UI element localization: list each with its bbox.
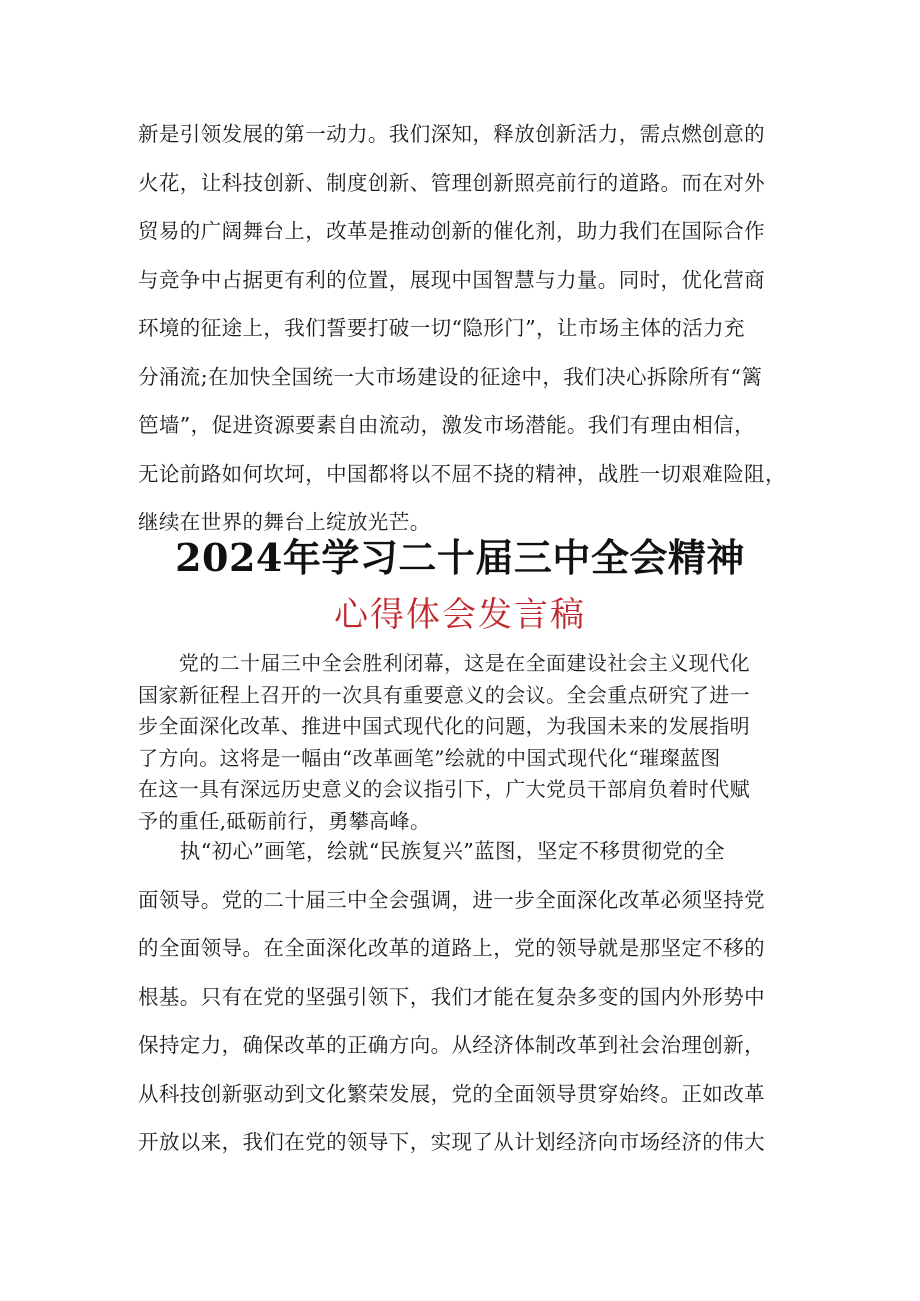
document-subtitle: 心得体会发言稿 bbox=[334, 595, 586, 635]
text-line: 火花，让科技创新、制度创新、管理创新照亮前行的道路。而在对外 bbox=[138, 170, 765, 195]
paragraph-body bbox=[138, 827, 788, 1167]
text-line: 面领导。党的二十届三中全会强调，进一步全面深化改革必须坚持党 bbox=[138, 887, 765, 912]
text-line: 分涌流;在加快全国统一大市场建设的征途中，我们决心拆除所有“篱 bbox=[138, 364, 763, 389]
text-line: 无论前路如何坎坷，中国都将以不屈不挠的精神，战胜一切艰难险阻， bbox=[138, 461, 786, 486]
text-line: 根基。只有在党的坚强引领下，我们才能在复杂多变的国内外形势中 bbox=[138, 984, 765, 1009]
text-line: 环境的征途上，我们誓要打破一切“隐形门”，让市场主体的活力充 bbox=[138, 316, 745, 340]
text-line: 新是引领发展的第一动力。我们深知，释放创新活力，需点燃创意的 bbox=[138, 122, 765, 146]
text-line: 予的重任,砥砺前行，勇攀高峰。 bbox=[138, 808, 431, 833]
text-line: 党的二十届三中全会胜利闭幕，这是在全面建设社会主义现代化 bbox=[138, 651, 750, 675]
paragraph-top bbox=[138, 110, 788, 547]
text-line: 国家新征程上召开的一次具有重要意义的会议。全会重点研究了进一 bbox=[138, 682, 750, 707]
text-line: 与竞争中占据更有利的位置，展现中国智慧与力量。同时，优化营商 bbox=[138, 267, 765, 292]
text-line: 笆墙”，促进资源要素自由流动，激发市场潜能。我们有理由相信， bbox=[138, 413, 755, 437]
text-line: 在这一具有深远历史意义的会议指引下，广大党员干部肩负着时代赋 bbox=[138, 777, 750, 801]
text-line: 继续在世界的舞台上绽放光芒。 bbox=[138, 510, 431, 534]
text-line: 执“初心”画笔，绘就“民族复兴”蓝图，坚定不移贯彻党的全 bbox=[138, 839, 725, 863]
text-line: 开放以来，我们在党的领导下，实现了从计划经济向市场经济的伟大 bbox=[138, 1130, 765, 1154]
text-line: 保持定力，确保改革的正确方向。从经济体制改革到社会治理创新， bbox=[138, 1033, 765, 1057]
text-line: 了方向。这将是一幅由“改革画笔”绘就的中国式现代化“璀璨蓝图 bbox=[138, 745, 721, 770]
text-line: 步全面深化改革、推进中国式现代化的问题，为我国未来的发展指明 bbox=[138, 714, 750, 738]
text-line: 的全面领导。在全面深化改革的道路上，党的领导就是那坚定不移的 bbox=[138, 936, 765, 960]
document-title: 2024年学习二十届三中全会精神 bbox=[175, 535, 745, 580]
text-line: 从科技创新驱动到文化繁荣发展，党的全面领导贯穿始终。正如改革 bbox=[138, 1081, 765, 1106]
paragraph-intro bbox=[138, 648, 788, 837]
text-line: 贸易的广阔舞台上，改革是推动创新的催化剂，助力我们在国际合作 bbox=[138, 219, 765, 243]
